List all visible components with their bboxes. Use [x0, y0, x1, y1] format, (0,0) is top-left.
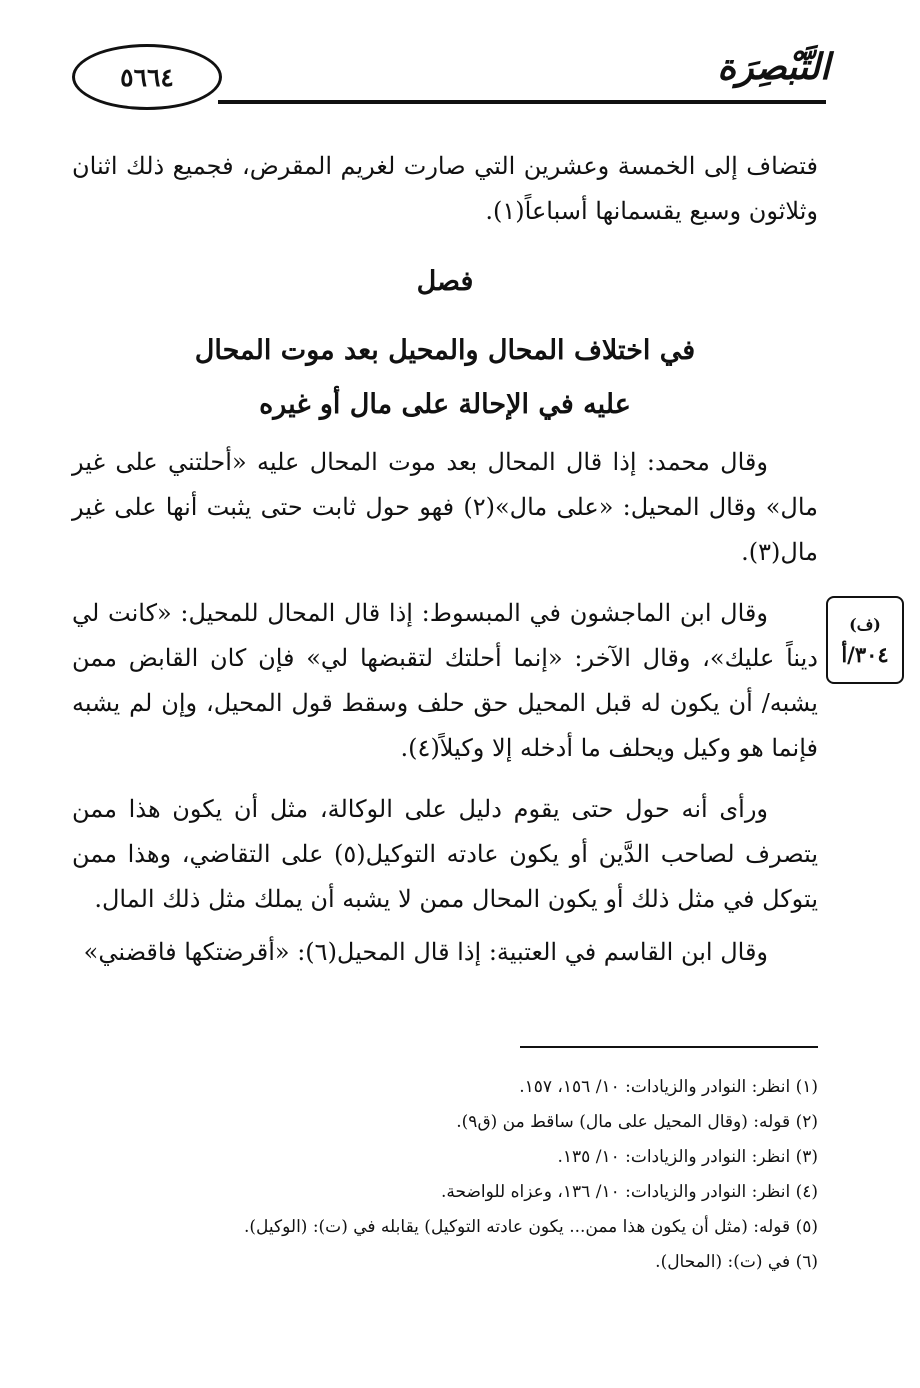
footnote: (١) انظر: النوادر والزيادات: ١٠/ ١٥٦، ١٥٧.: [519, 1077, 818, 1097]
footnote: (٥) قوله: (مثل أن يكون هذا ممن... يكون عادته التوكيل) يقابله في (ت): (الوكيل).: [243, 1217, 818, 1237]
page-number: ٥٦٦٤: [72, 44, 222, 110]
paragraph-2: وقال محمد: إذا قال المحال بعد موت المحال عليه «أحلتني على غير مال» وقال المحيل: «على مال»(٢) فهو حول ثابت حتى يثبت أنها على غير مال(٣).: [72, 448, 819, 566]
footnote: (٦) في (ت): (المحال).: [655, 1252, 818, 1272]
paragraph-5: وقال ابن القاسم في العتبية: إذا قال المحيل(٦): «أقرضتكها فاقضني»: [83, 938, 768, 966]
page-header: [72, 38, 834, 118]
footnotes: [72, 1070, 818, 1280]
section-title-line-2: عليه في الإحالة على مال أو غيره: [259, 389, 631, 420]
footnote-separator: [520, 1046, 818, 1048]
footnote: (٣) انظر: النوادر والزيادات: ١٠/ ١٣٥.: [557, 1147, 818, 1167]
footnote: (٢) قوله: (وقال المحيل على مال) ساقط من (ق٩).: [456, 1112, 818, 1132]
section-label: فصل: [416, 266, 474, 297]
body-paragraph: [72, 144, 818, 234]
paragraph-3: وقال ابن الماجشون في المبسوط: إذا قال المحال للمحيل: «كانت لي ديناً عليك»، وقال الآخر: «إنما أحلتك لتقبضها لي» فإن كان القابض ممن يشبه/ أن يكون له قبل المحيل حق حلف وسقط قول المحيل، وإن لم يشبه فإنما هو وكيل ويحلف ما أدخله إلا وكيلاً(٤).: [72, 599, 818, 762]
folio-label: (ف): [849, 615, 881, 634]
manuscript-folio-note: [826, 596, 904, 684]
folio-number: ٣٠٤/أ: [841, 642, 889, 667]
body-text: [72, 440, 818, 975]
paragraph-4: ورأى أنه حول حتى يقوم دليل على الوكالة، مثل أن يكون هذا ممن يتصرف لصاحب الدَّين أو يكون عادته التوكيل(٥) على التقاضي، وهذا ممن يتوكل في مثل ذلك أو يكون المحال ممن لا يشبه أن يملك مثل ذلك المال.: [72, 795, 818, 913]
section-title-line-1: في اختلاف المحال والمحيل بعد موت المحال: [194, 335, 696, 366]
header-rule: [218, 100, 826, 104]
book-title-logo: التَّبْصِرَة: [713, 46, 834, 88]
footnote: (٤) انظر: النوادر والزيادات: ١٠/ ١٣٦، وعزاه للواضحة.: [440, 1182, 818, 1202]
paragraph-1: فتضاف إلى الخمسة وعشرين التي صارت لغريم المقرض، فجميع ذلك اثنان وثلاثون وسبع يقسمانها أسباعاً(١).: [72, 152, 818, 225]
